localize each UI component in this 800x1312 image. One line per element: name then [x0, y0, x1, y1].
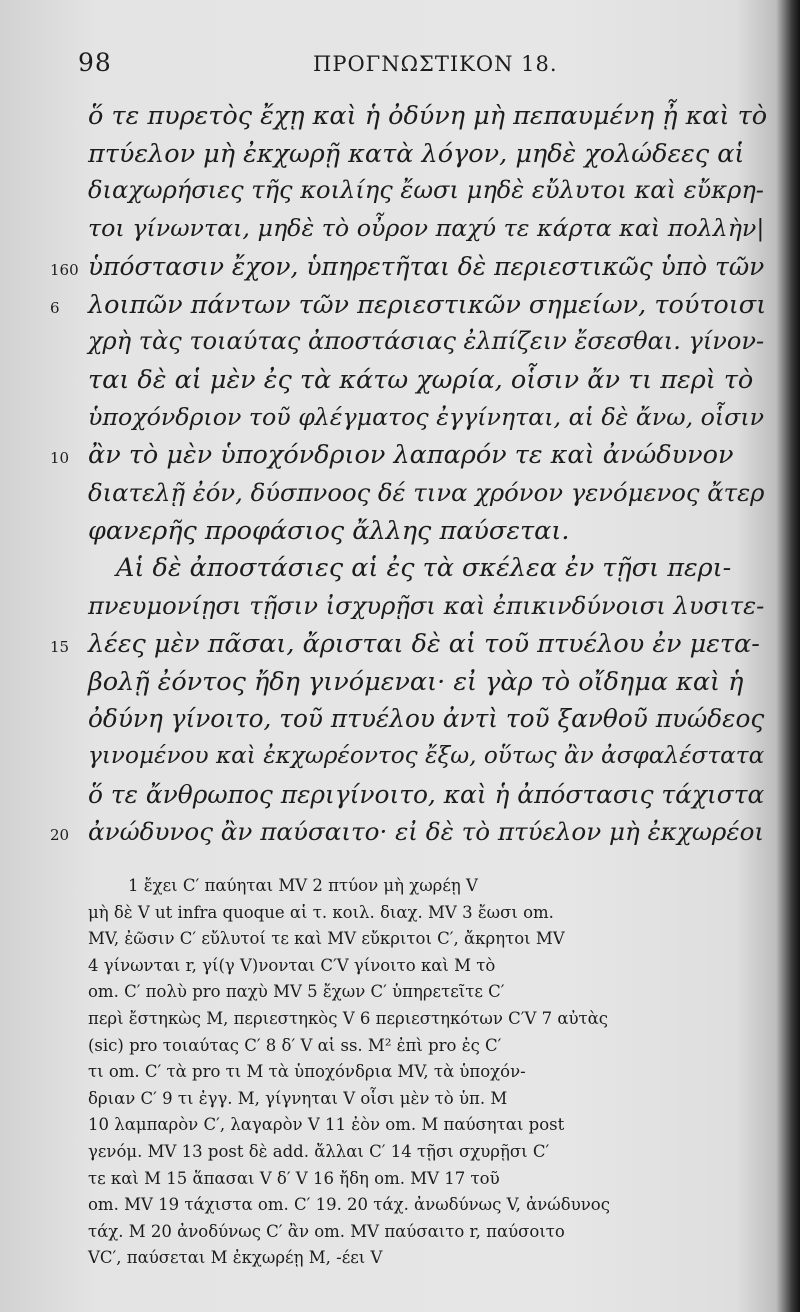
running-title: ΠΡΟΓΝΩΣΤΙΚΟΝ 18. [313, 52, 558, 76]
line-text: πτύελον μὴ ἐκχωρῇ κατὰ λόγον, μηδὲ χολώδεες αἱ [88, 138, 745, 169]
apparatus-text: VC′, παύσεται M ἐκχωρέῃ M, -έει V [88, 1248, 383, 1268]
apparatus-line [0, 929, 800, 957]
text-line [0, 290, 800, 332]
text-line [0, 704, 800, 746]
apparatus-line [0, 1062, 800, 1090]
text-line [0, 176, 800, 218]
apparatus-line [0, 1169, 800, 1197]
apparatus-text: 10 λαμπαρὸν C′, λαγαρὸν V 11 ἐὸν om. M παύσηται post [88, 1115, 565, 1135]
text-line [0, 478, 800, 520]
apparatus-line [0, 1115, 800, 1143]
apparatus-text: μὴ δὲ V ut infra quoque αἱ τ. κοιλ. διαχ. MV 3 ἔωσι om. [88, 902, 554, 922]
text-line [0, 516, 800, 558]
apparatus-line [0, 1248, 800, 1276]
text-line [0, 327, 800, 369]
line-text: πνευμονίῃσι τῇσιν ἰσχυρῇσι καὶ ἐπικινδύνοισι λυσιτε- [88, 591, 765, 621]
apparatus-text: δριαν C′ 9 τι ἐγγ. M, γίγνηται V οἷσι μὲν τὸ ὑπ. M [88, 1088, 508, 1108]
line-text: διατελῇ ἐόν, δύσπνοος δέ τινα χρόνον γενόμενος ἄτερ [88, 478, 765, 507]
text-line [0, 667, 800, 709]
line-text: λοιπῶν πάντων τῶν περιεστικῶν σημείων, τούτοισι [88, 289, 767, 320]
page-number: 98 [78, 48, 112, 77]
line-text: βολῇ ἐόντος ἤδη γινόμεναι· εἰ γὰρ τὸ οἴδημα καὶ ἡ [88, 666, 744, 697]
apparatus-text: περὶ ἔστηκὼς M, περιεστηκὸς V 6 περιεστηκότων C′V 7 αὐτὰς [88, 1009, 609, 1028]
apparatus-text: 4 γίνωνται r, γί(γ V)νονται C′V γίνοιτο καὶ M τὸ [88, 955, 496, 975]
text-line [0, 780, 800, 822]
line-text: χρὴ τὰς τοιαύτας ἀποστάσιας ἐλπίζειν ἔσεσθαι. γίνον- [88, 327, 765, 356]
text-line [0, 214, 800, 256]
line-number: 160 [50, 260, 79, 279]
apparatus-line [0, 1036, 800, 1064]
apparatus-text: om. MV 19 τάχιστα om. C′ 19. 20 τάχ. ἀνωδύνως V, ἀνώδυνος [88, 1195, 610, 1215]
text-line [0, 742, 800, 784]
apparatus-line [0, 1222, 800, 1250]
line-text: ἀνώδυνος ἂν παύσαιτο· εἰ δὲ τὸ πτύελον μὴ ἐκχωρέοι [88, 817, 765, 847]
apparatus-text: MV, ἐῶσιν C′ εὔλυτοί τε καὶ MV εὔκριτοι C′, ἄκρητοι MV [88, 929, 565, 949]
apparatus-line [0, 903, 800, 931]
text-line [0, 440, 800, 482]
line-text: τοι γίνωνται, μηδὲ τὸ οὖρον παχύ τε κάρτα καὶ πολλὴν| [88, 214, 765, 243]
line-text: ὅ τε πυρετὸς ἔχῃ καὶ ἡ ὀδύνη μὴ πεπαυμένη ᾖ καὶ τὸ [88, 101, 768, 131]
text-line [0, 403, 800, 445]
text-line [0, 591, 800, 633]
line-number: 15 [50, 637, 70, 656]
text-line [0, 553, 800, 595]
text-line [0, 101, 800, 143]
line-number: 20 [50, 826, 70, 845]
apparatus-line [0, 1142, 800, 1170]
apparatus-line [0, 1195, 800, 1223]
text-line [0, 139, 800, 181]
apparatus-line [0, 1009, 800, 1037]
page-header [0, 48, 800, 88]
text-line [0, 365, 800, 407]
line-text: γινομένου καὶ ἐκχωρέοντος ἔξω, οὕτως ἂν ἀσφαλέστατα [88, 741, 765, 769]
line-text: διαχωρήσιες τῆς κοιλίης ἔωσι μηδὲ εὔλυτοι καὶ εὔκρη- [88, 176, 764, 205]
line-number: 6 [50, 298, 60, 317]
line-text: ἂν τὸ μὲν ὑποχόνδριον λαπαρόν τε καὶ ἀνώδυνον [88, 440, 734, 471]
apparatus-text: (sic) pro τοιαύτας C′ 8 δ′ V αἱ ss. M² ἐπὶ pro ἐς C′ [88, 1035, 502, 1055]
apparatus-line [0, 956, 800, 984]
text-line [0, 629, 800, 671]
line-text: φανερῆς προφάσιος ἄλλης παύσεται. [88, 515, 570, 546]
apparatus-text: τε καὶ M 15 ἅπασαι V δ′ V 16 ἤδη om. MV 17 τοῦ [88, 1168, 500, 1188]
apparatus-line [0, 1089, 800, 1117]
line-text: ὑπόστασιν ἔχον, ὑπηρετῆται δὲ περιεστικῶς ὑπὸ τῶν [88, 251, 765, 281]
apparatus-text: om. C′ πολὺ pro παχὺ MV 5 ἔχων C′ ὑπηρετεῖτε C′ [88, 982, 505, 1002]
apparatus-text: τάχ. M 20 ἀνοδύνως C′ ἂν om. MV παύσαιτο r, παύσοιτο [88, 1221, 565, 1241]
line-text: ὀδύνη γίνοιτο, τοῦ πτυέλου ἀντὶ τοῦ ξανθοῦ πυώδεος [88, 704, 765, 734]
apparatus-line [0, 982, 800, 1010]
line-text: Αἱ δὲ ἀποστάσιες αἱ ἐς τὰ σκέλεα ἐν τῇσι περι- [116, 553, 732, 584]
apparatus-text: τι om. C′ τὰ pro τι M τὰ ὑποχόνδρια MV, τὰ ὑποχόν- [88, 1062, 526, 1082]
apparatus-text: 1 ἔχει C′ παύηται MV 2 πτύον μὴ χωρέῃ V [128, 876, 478, 895]
apparatus-line [0, 876, 800, 904]
line-text: λέες μὲν πᾶσαι, ἄρισται δὲ αἱ τοῦ πτυέλου ἐν μετα- [88, 628, 760, 659]
text-line [0, 252, 800, 294]
line-text: ται δὲ αἱ μὲν ἐς τὰ κάτω χωρία, οἷσιν ἄν τι περὶ τὸ [88, 364, 754, 395]
line-text: ὑποχόνδριον τοῦ φλέγματος ἐγγίνηται, αἱ δὲ ἄνω, οἷσιν [88, 402, 765, 431]
text-line [0, 817, 800, 859]
line-text: ὅ τε ἄνθρωπος περιγίνοιτο, καὶ ἡ ἀπόστασις τάχιστα [88, 779, 765, 809]
apparatus-text: γενόμ. MV 13 post δὲ add. ἄλλαι C′ 14 τῇσι σχυρῇσι C′ [88, 1142, 550, 1161]
line-number: 10 [50, 449, 70, 468]
